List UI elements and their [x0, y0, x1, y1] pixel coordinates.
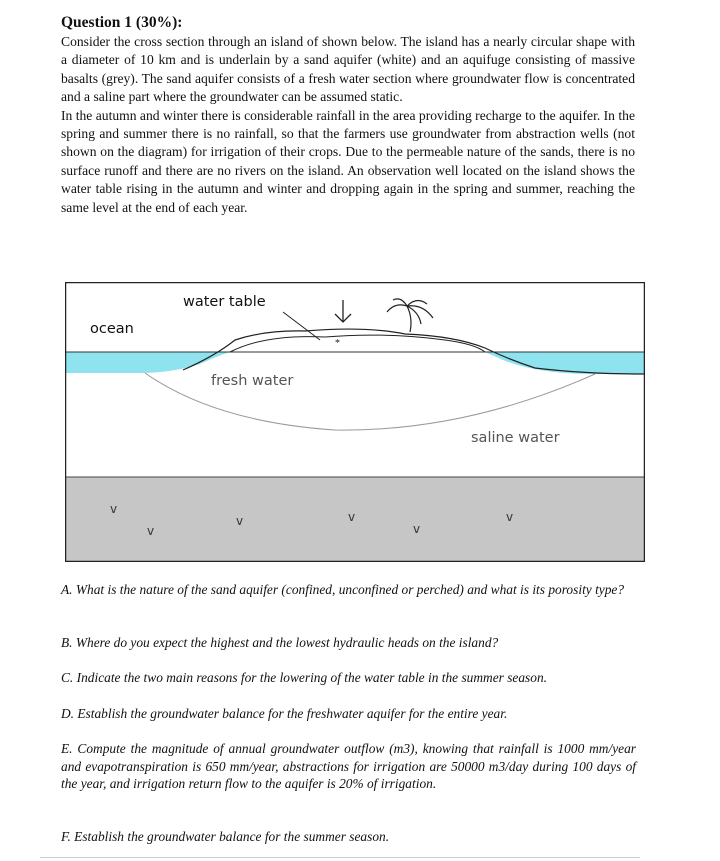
question-intro	[61, 33, 635, 217]
basalt-mark: v	[236, 514, 244, 528]
basalt-mark: v	[506, 510, 514, 524]
sub-question-a: A. What is the nature of the sand aquifer (confined, unconfined or perched) and what is its porosity type?	[61, 582, 625, 597]
intro-paragraph-2: In the autumn and winter there is considerable rainfall in the area providing recharge to the aquifer. In the spring and summer there is no rainfall, so that the farmers use groundwater from abstraction wells (not shown on the diagram) for irrigation of their crops. Due to the permeable nature of the sands, there is no surface runoff and there are no rivers on the island. An observation well located on the island shows the water table rising in the autumn and winter and dropping again in the spring and summer, reaching the same level at the end of each year.	[61, 107, 635, 215]
page-bottom-rule	[40, 857, 640, 858]
basalt-mark: v	[110, 502, 118, 516]
well-marker-icon: *	[335, 338, 340, 349]
label-water-table: water table	[183, 294, 266, 310]
label-fresh-water: fresh water	[211, 373, 294, 389]
question-title: Question 1 (30%):	[61, 14, 183, 31]
basalt-mark: v	[413, 522, 421, 536]
sub-question-e: E. Compute the magnitude of annual groundwater outflow (m3), knowing that rainfall is 1000 mm/year and evapotranspiration is 650 mm/year, abstractions for irrigation are 50000 m3/day during 100 days of the year, and irrigation return flow to the aquifer is 20% of irrigation.	[61, 741, 636, 791]
basalt-mark: v	[348, 510, 356, 524]
intro-paragraph-1: Consider the cross section through an island of shown below. The island has a nearly circular shape with a diameter of 10 km and is underlain by a sand aquifer (white) and an aquifuge consisting of massive basalts (grey). The sand aquifer consists of a fresh water section where groundwater flow is concentrated and a saline part where the groundwater can be assumed static.	[61, 34, 635, 105]
basalt-mark: v	[147, 524, 155, 538]
sub-question-f: F. Establish the groundwater balance for the summer season.	[61, 829, 390, 844]
sub-question-d: D. Establish the groundwater balance for the freshwater aquifer for the entire year.	[61, 706, 508, 721]
sub-question-c: C. Indicate the two main reasons for the lowering of the water table in the summer season.	[61, 670, 547, 685]
label-saline-water: saline water	[471, 430, 560, 446]
sub-question-b: B. Where do you expect the highest and the lowest hydraulic heads on the island?	[61, 635, 499, 650]
island-cross-section-diagram	[65, 282, 645, 562]
label-ocean: ocean	[90, 321, 134, 337]
